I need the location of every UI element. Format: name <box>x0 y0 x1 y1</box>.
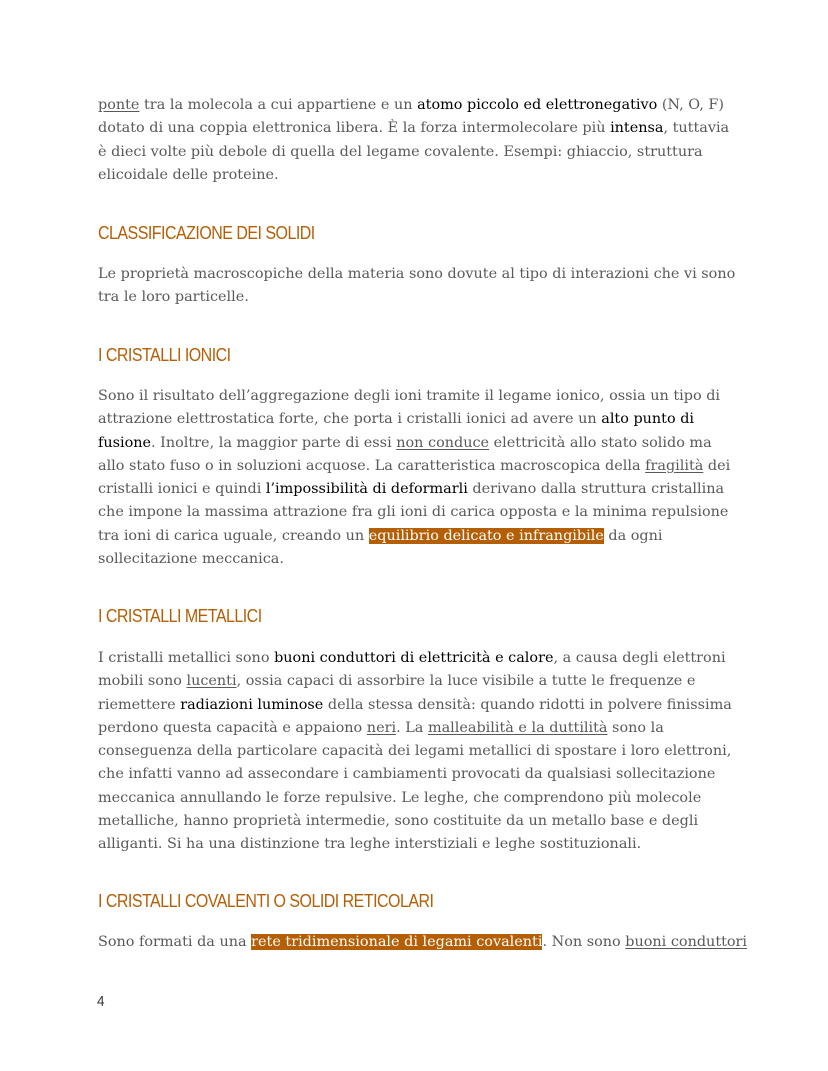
metallici-section <box>98 647 738 857</box>
ionici-paragraph: Sono il risultato dell’aggregazione degli ioni tramite il legame ionico, ossia un tipo di attrazione elettrostatica forte, che porta i cristalli ionici ad avere un alto punto di fusione. Inoltre, la maggior parte di essi non conduce elettricità allo stato solido ma allo stato fuso o in soluzioni acquose. La caratteristica macroscopica della fragilità dei cristalli ionici e quindi l’impossibilità di deformarli derivano dalla struttura cristallina che impone la massima attrazione fra gli ioni di carica opposta e la minima repulsione tra ioni di carica uguale, creando un equilibrio delicato e infrangibile da ogni sollecitazione meccanica. <box>98 388 731 568</box>
emphasized-term: buoni conduttori di elettricità e calore <box>274 650 554 666</box>
intro-section <box>98 94 738 187</box>
emphasized-term: intensa <box>610 120 664 137</box>
classificazione-paragraph: Le proprietà macroscopiche della materia sono dovute al tipo di interazioni che vi sono tra le loro particelle. <box>98 266 736 306</box>
page-number: 4 <box>97 993 105 1010</box>
underlined-term: buoni conduttori <box>625 934 748 950</box>
section-heading: I CRISTALLI IONICI <box>98 344 231 365</box>
underlined-term: neri <box>366 719 397 736</box>
section-heading: I CRISTALLI METALLICI <box>98 605 262 626</box>
underlined-term: non conduce <box>396 434 490 451</box>
section-heading: CLASSIFICAZIONE DEI SOLIDI <box>98 222 315 243</box>
underlined-term: malleabilità e la duttilità <box>427 719 608 736</box>
underlined-term: ponte <box>98 97 140 113</box>
emphasized-term: l’impossibilità di deformarli <box>265 481 468 498</box>
covalenti-paragraph: Sono formati da una rete tridimensionale di legami covalenti. Non sono buoni conduttori <box>98 934 748 950</box>
underlined-term: lucenti <box>186 673 237 690</box>
section-heading: I CRISTALLI COVALENTI O SOLIDI RETICOLARI <box>98 890 434 911</box>
highlighted-term: equilibrio delicato e infrangibile <box>368 527 604 544</box>
classificazione-section <box>98 222 738 244</box>
ionici-heading-wrap <box>98 344 738 366</box>
emphasized-term: alto punto di fusione <box>98 411 695 451</box>
metallici-heading-wrap <box>98 605 738 627</box>
emphasized-term: radiazioni luminose <box>180 696 324 713</box>
ionici-section <box>98 385 738 571</box>
underlined-term: fragilità <box>645 457 704 474</box>
highlighted-term: rete tridimensionale di legami covalenti <box>251 934 543 950</box>
covalenti-heading-wrap <box>98 890 738 912</box>
classificazione-body <box>98 263 738 310</box>
metallici-paragraph: I cristalli metallici sono buoni conduttori di elettricità e calore, a causa degli elettroni mobili sono lucenti, ossia capaci di assorbire la luce visibile a tutte le frequenze e riemettere radiazioni luminose della stessa densità: quando ridotti in polvere finissima perdono questa capacità e appaiono neri. La malleabilità e la duttilità sono la conseguenza della particolare capacità dei legami metallici di spostare i loro elettroni, che infatti vanno ad assecondare i cambiamenti provocati da qualsiasi sollecitazione meccanica annullando le forze repulsive. Le leghe, che comprendono più molecole metalliche, hanno proprietà intermedie, sono costituite da un metallo base e degli alliganti. Si ha una distinzione tra leghe interstiziali e leghe sostituzionali. <box>98 650 732 853</box>
intro-paragraph: ponte tra la molecola a cui appartiene e un atomo piccolo ed elettronegativo (N, O, F) dotato di una coppia elettronica libera. È la forza intermolecolare più intensa, tuttavia è dieci volte più debole di quella del legame covalente. Esempi: ghiaccio, struttura elicoidale delle proteine. <box>98 97 730 183</box>
emphasized-term: atomo piccolo ed elettronegativo <box>417 97 658 113</box>
covalenti-section <box>98 931 758 954</box>
